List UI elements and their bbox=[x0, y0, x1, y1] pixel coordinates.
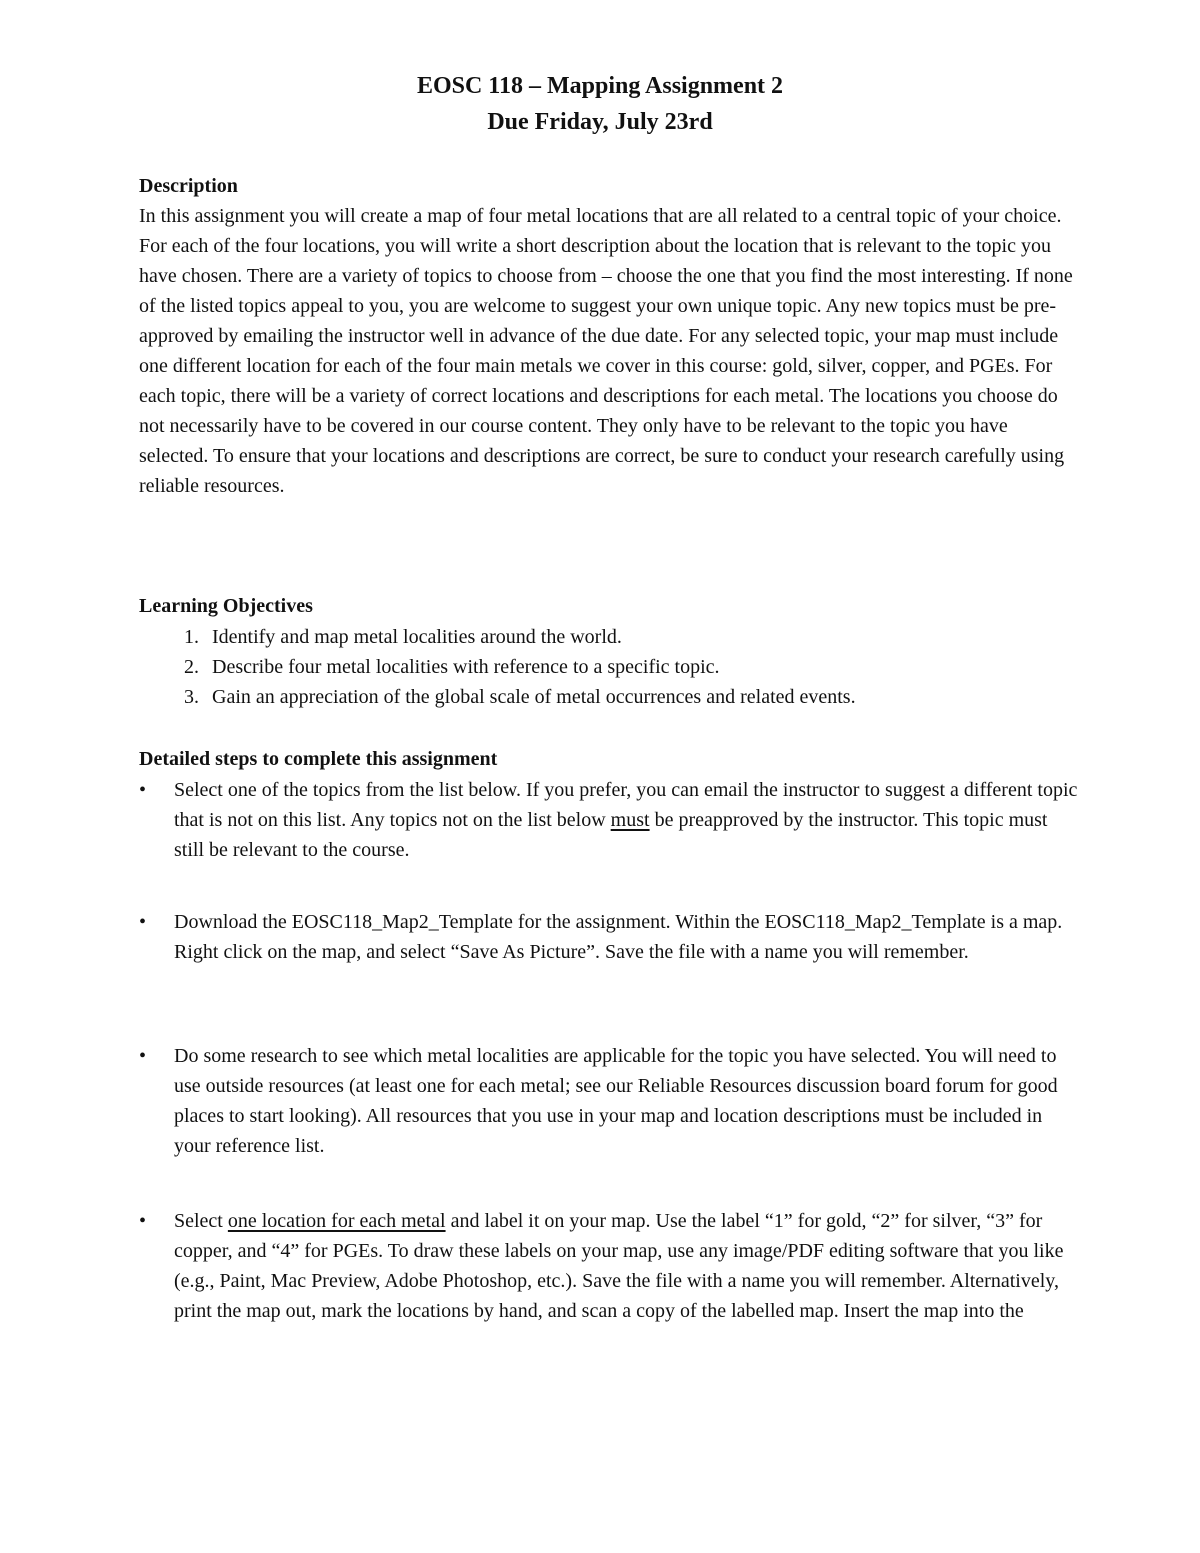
step-text-part: Select one of the topics from the list below. If you prefer, you can email the instructor to suggest a different topic that is not on this list. Any topics not on the list below bbox=[174, 779, 1078, 831]
steps-heading: Detailed steps to complete this assignment bbox=[139, 748, 498, 770]
objective-item bbox=[139, 622, 1079, 652]
step-text-part: Select bbox=[174, 1210, 228, 1232]
objectives-heading: Learning Objectives bbox=[139, 595, 313, 617]
description-heading: Description bbox=[139, 175, 238, 197]
step-select-topic bbox=[139, 775, 1079, 865]
emphasis-one-location: one location for each metal bbox=[227, 1210, 446, 1232]
step-research bbox=[139, 1041, 1079, 1161]
objective-number: 2. bbox=[184, 656, 199, 678]
document-title: EOSC 118 – Mapping Assignment 2 bbox=[416, 73, 784, 99]
objective-text: Describe four metal localities with reference to a specific topic. bbox=[212, 656, 720, 678]
step-text-part: be preapproved by the instructor. This topic must still be relevant to the course. bbox=[174, 809, 1048, 861]
step-select-locations bbox=[139, 1206, 1079, 1326]
step-text: Do some research to see which metal localities are applicable for the topic you have selected. You will need to use outside resources (at least one for each metal; see our Reliable Resources discussion board forum for good places to start looking). All resources that you use in your map and location descriptions must be included in your reference list. bbox=[174, 1045, 1058, 1157]
objective-text: Identify and map metal localities around the world. bbox=[212, 626, 622, 648]
step-text bbox=[174, 1206, 1079, 1326]
step-download-template bbox=[139, 907, 1079, 967]
bullet-icon: • bbox=[139, 1045, 147, 1067]
objective-item bbox=[139, 682, 1079, 712]
objective-number: 3. bbox=[184, 686, 199, 708]
bullet-icon: • bbox=[139, 1210, 147, 1232]
bullet-icon: • bbox=[139, 779, 147, 801]
due-date: Due Friday, July 23rd bbox=[487, 109, 713, 135]
objective-number: 1. bbox=[184, 626, 199, 648]
objectives-list bbox=[139, 622, 1079, 712]
emphasis-must: must bbox=[610, 809, 650, 831]
bullet-icon: • bbox=[139, 911, 147, 933]
description-text: In this assignment you will create a map of four metal locations that are all related to a central topic of your choice. For each of the four locations, you will write a short description about the location that is relevant to the topic you have chosen. There are a variety of topics to choose from – choose the one that you find the most interesting. If none of the listed topics appeal to you, you are welcome to suggest your own unique topic. Any new topics must be pre-approved by emailing the instructor well in advance of the due date. For any selected topic, your map must include one different location for each of the four main metals we cover in this course: gold, silver, copper, and PGEs. For each topic, there will be a variety of correct locations and descriptions for each metal. The locations you choose do not necessarily have to be covered in our course content. They only have to be relevant to the topic you have selected. To ensure that your locations and descriptions are correct, be sure to conduct your research carefully using reliable resources. bbox=[139, 205, 1073, 497]
step-text-part: and label it on your map. Use the label “1” for gold, “2” for silver, “3” for copper, and “4” for PGEs. To draw these labels on your map, use any image/PDF editing software that you like (e.g., Paint, Mac Preview, Adobe Photoshop, etc.). Save the file with a name you will remember. Alternatively, print the map out, mark the locations by hand, and scan a copy of the labelled map. Insert the map into the bbox=[174, 1210, 1064, 1322]
objective-item bbox=[139, 652, 1079, 682]
objective-text: Gain an appreciation of the global scale of metal occurrences and related events. bbox=[212, 686, 856, 708]
step-text: Download the EOSC118_Map2_Template for the assignment. Within the EOSC118_Map2_Template is a map. Right click on the map, and select “Save As Picture”. Save the file with a name you will remember. bbox=[174, 911, 1063, 963]
step-text bbox=[174, 775, 1079, 865]
